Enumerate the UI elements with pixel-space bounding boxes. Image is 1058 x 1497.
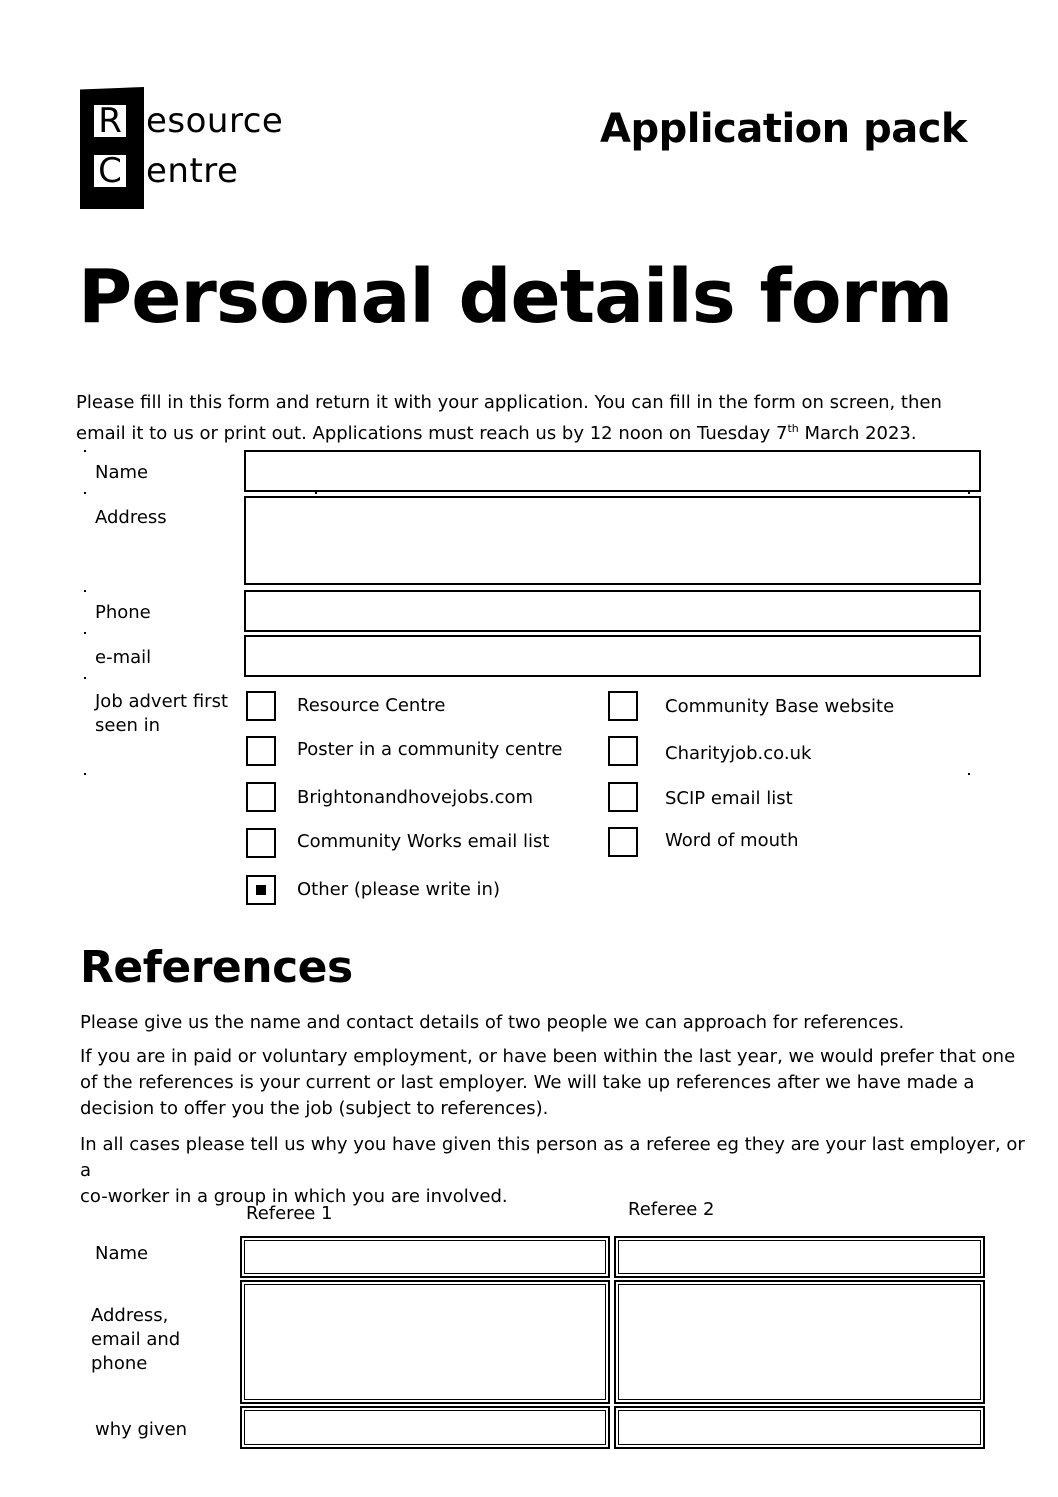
margin-dot: [84, 677, 86, 679]
option-resource-centre-label: Resource Centre: [297, 695, 446, 716]
logo: [80, 87, 310, 211]
checkbox-poster[interactable]: [246, 736, 276, 766]
referee-1-why-field[interactable]: [240, 1406, 610, 1449]
phone-field[interactable]: [244, 590, 981, 632]
ref-name-label: Name: [95, 1243, 149, 1264]
referee-1-address-field[interactable]: [240, 1280, 610, 1404]
ref-why-label: why given: [95, 1419, 188, 1440]
referee-1-name-field[interactable]: [240, 1236, 610, 1278]
references-para-3: In all cases please tell us why you have given this person as a referee eg they are your last employer, or a co-worker in a group in which you are involved.: [80, 1134, 1025, 1207]
option-other-label: Other (please write in): [297, 879, 500, 900]
checkbox-resource-centre[interactable]: [246, 691, 276, 721]
checkbox-community-works[interactable]: [246, 828, 276, 858]
address-label: Address: [95, 507, 167, 528]
logo-word-centre: entre: [146, 151, 239, 191]
references-heading: References: [80, 942, 353, 993]
ref-address-label: Address, email and phone: [91, 1305, 181, 1374]
page-title: Personal details form: [78, 254, 953, 340]
checkbox-charityjob[interactable]: [608, 736, 638, 766]
option-word-of-mouth-label: Word of mouth: [665, 830, 799, 851]
margin-dot: [84, 450, 86, 452]
margin-dot: [84, 590, 86, 592]
option-brightonandhovejobs-label: Brightonandhovejobs.com: [297, 787, 534, 808]
margin-dot: [968, 773, 970, 775]
option-community-works-label: Community Works email list: [297, 831, 550, 852]
phone-label: Phone: [95, 602, 151, 623]
referee-1-label: Referee 1: [246, 1203, 333, 1224]
margin-dot: [84, 632, 86, 634]
margin-dot: [84, 773, 86, 775]
referee-2-why-field[interactable]: [614, 1406, 985, 1449]
margin-dot: [315, 492, 317, 494]
option-charityjob-label: Charityjob.co.uk: [665, 743, 812, 764]
references-para-2: If you are in paid or voluntary employment, or have been within the last year, we would prefer that one of the references is your current or last employer. We will take up references after we have made a decision to offer you the job (subject to references).: [80, 1046, 1016, 1119]
logo-letter-r: R: [92, 103, 128, 139]
checkbox-brightonandhovejobs[interactable]: [246, 782, 276, 812]
option-poster-label: Poster in a community centre: [297, 739, 563, 760]
intro-line-2: email it to us or print out. Applications must reach us by 12 noon on Tuesday 7th March 2023.: [76, 422, 917, 444]
checkbox-scip[interactable]: [608, 782, 638, 812]
referee-2-label: Referee 2: [628, 1199, 715, 1220]
address-field[interactable]: [244, 496, 981, 585]
checkbox-other[interactable]: [246, 875, 276, 905]
intro-text: [76, 390, 1036, 447]
name-label: Name: [95, 462, 149, 483]
name-field[interactable]: [244, 450, 981, 492]
email-label: e-mail: [95, 647, 152, 668]
logo-word-resource: esource: [146, 101, 284, 141]
referee-2-name-field[interactable]: [614, 1236, 985, 1278]
checkbox-community-base[interactable]: [608, 691, 638, 721]
referee-2-address-field[interactable]: [614, 1280, 985, 1404]
option-community-base-label: Community Base website: [665, 696, 895, 717]
margin-dot: [84, 492, 86, 494]
pack-title: Application pack: [600, 106, 967, 152]
references-para-1: Please give us the name and contact details of two people we can approach for references.: [80, 1012, 905, 1033]
advert-label: Job advert first seen in: [95, 691, 229, 736]
margin-dot: [968, 492, 970, 494]
intro-line-1: Please fill in this form and return it with your application. You can fill in the form on screen, then: [76, 392, 942, 413]
email-field[interactable]: [244, 635, 981, 677]
option-scip-label: SCIP email list: [665, 788, 793, 809]
checkbox-word-of-mouth[interactable]: [608, 827, 638, 857]
logo-letter-c: C: [92, 153, 128, 189]
